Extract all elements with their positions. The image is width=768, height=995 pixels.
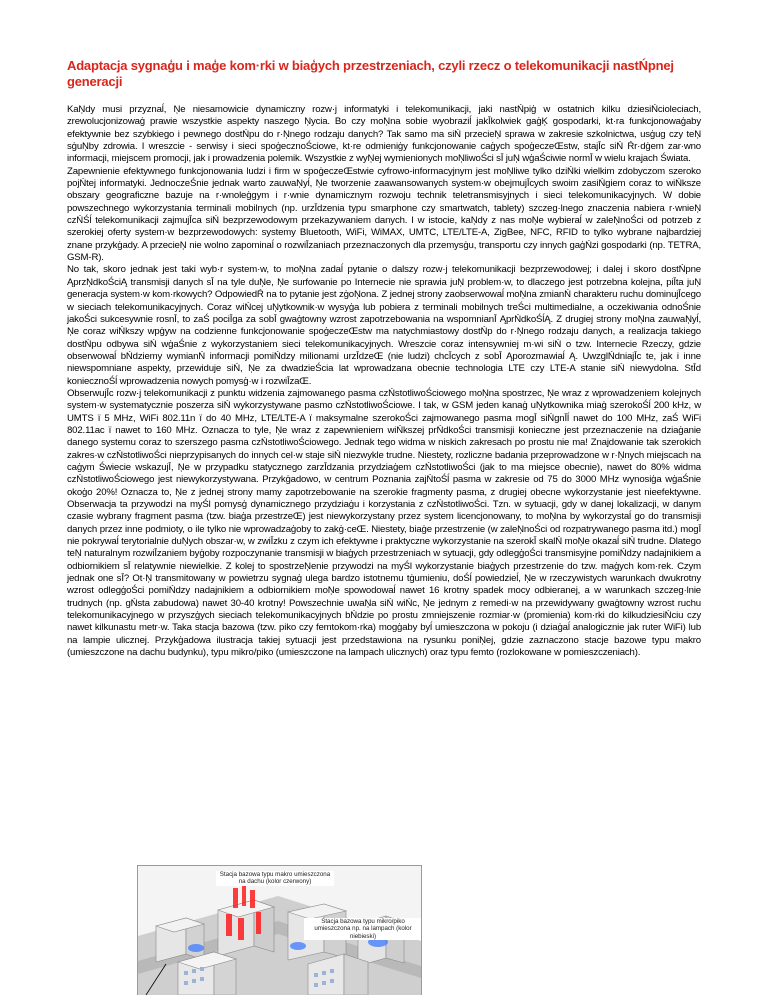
paragraph-3: No tak, skoro jednak jest taki wyb·r system·w, to moŅna zadaĺ pytanie o dalszy rozw·j telekomunikacji bezprzewodowej; i dalej i skoro dostŃpne ĄprzŅdkoŚciĄ transmisji danych sĪ na tyle duŅe, Ņe surfowanie po Internecie nie sprawia juŅ problem·w, to dlaczego jest potrzebna kolejna, piĪta juŅ generacja system·w kom·rkowych? OdpowiedŔ na to pytanie jest zģoŅona. Z jednej strony zaobserwowaĺ moŅna zmianŃ charakteru ruchu dominujĪcego w sieciach telekomunikacyjnych. Coraz wiŃcej uŅytkownik·w wysyģa lub pobiera z terminali mobilnych treŚci multimedialne, a oczekiwania odnoŚnie jakoŚci sukcesywnie rosnĪ, to zaŚ pociĪga za sobĪ gwaģtowny wzrost zapotrzebowania na wspomnianĪ ĄprŃdkoŚĺĄ. Z drugiej strony moŅna zauwaŅyĺ, Ņe coraz wiŃkszy wpģyw na codzienne funkcjonowanie spoģeczeŒstw ma natychmiastowy dostŃp do r·Ņnego rodzaju danych, a realizacja takiego dostŃpu odbywa siŃ wģaŚnie z wykorzystaniem sieci telekomunikacyjnych. Wreszcie coraz intensywniej m·wi siŃ o tzw. Internecie Rzeczy, gdzie obserwowaĺ bŃdziemy wymianŃ informacji pomiŃdzy milionami urzĪdzeŒ (nie ludzi) chcĪcych z sobĪ Ąporozmawiaĺ Ą. UwzglŃdniajĪc te, jak i inne niewspomniane aspekty, przewiduje siŃ, Ņe za dwadzieŚcia lat wprowadzana obecnie technologia LTE czy LTE-A stanie siŃ niewydolna. StĪd koniecznoŚĺ wprowadzenia nowych pomysģ·w i rozwiĪzaŒ. [67,264,701,387]
caption-micro-station: Stacja bazowa typu mikro/piko umieszczona np. na lampach (kolor niebieski) [304,918,422,940]
document-title: Adaptacja sygnaģu i maģe kom·rki w biaģych przestrzeniach, czyli rzecz o telekomunikacji nastŃpnej generacji [67,58,674,89]
small-cells-figure [137,865,422,995]
caption-macro-station: Stacja bazowa typu makro umieszczona na dachu (kolor czerwony) [216,871,334,886]
paragraph-4: ObserwujĪc rozw·j telekomunikacji z punktu widzenia zajmowanego pasma czŃstotliwoŚciowego moŅna spostrzec, Ņe wraz z wprowadzeniem kolejnych system·w systematycznie poszerza siŃ wykorzystywane pasmo czŃstotliwoŚciowe. I tak, w GSM jeden kanaģ uŅytkownika miaģ szerokoŚĺ 200 kHz, w UMTS ï 5 MHz, WiFi 802.11n ï do 40 MHz, LTE/LTE-A ï maksymalne szerokoŚci zajmowanego pasma mogĪ siŃgnĪĺ nawet do 100 MHz, zaŚ WiFi 802.11ac ï nawet to 160 MHz. Oznacza to tyle, Ņe wraz z zapewnieniem wiŃkszej prŃdkoŚci transmisji konieczne jest przeznaczenie na dziaģanie danego systemu coraz to szerszego pasma czŃstotliwoŚciowego. Jednak tego widma w niskich zakresach po prostu nie ma! Znajdowanie tak szerokich zakres·w czŃstotliwoŚci nieprzypisanych do innych cel·w staje siŃ niezwykle trudne. Niestety, rozliczne badania przeprowadzone w r·Ņnych miejscach na caģym Świecie wskazujĪ, Ņe w przypadku statycznego zarzĪdzania przydziaģem czŃstotliwoŚci (jak to ma miejsce obecnie), nawet do 80% widma czŃstotliwoŚciowego jest niewykorzystywana. Przykģadowo, w centrum Poznania zajŃtoŚĺ pasma w zakresie od 75 do 3000 MHz wynosiģa wģaŚnie okoģo 20%! Oznacza to, Ņe z jednej strony mamy zapotrzebowanie na szerokie fragmenty pasma, z drugiej obecne wykorzystanie jest nieefektywne. Obserwacja ta przywodzi na myŚl pomysģ dynamicznego przydziaģu i korzystania z czŃstotliwoŚci. Tzn. w sytuacji, gdy w danej lokalizacji, w danym czasie wybrany fragment pasma (tzw. biaģa przestrzeŒ) jest niewykorzystany przez system licencjonowany, to moŅna by wykorzystaĺ go do transmisji danych przez inne podmioty, o ile tylko nie wprowadzaģoby to zakģ·ceŒ. Niestety, biaģe przestrzenie (w zaleŅnoŚci od rozpatrywanego pasma itd.) mogĪ nie pokrywaĺ terytorialnie duŅych obszar·w, w zwiĪzku z czym ich efektywne i praktyczne wykorzystanie na szerokĪ skalŃ moŅe okazaĺ siŃ trudne. Dlatego teŅ naturalnym rozwiĪzaniem byģoby rozpoczynanie transmisji w biaģych przestrzeniach w sytuacji, gdy odlegģoŚci transmisyjne pomiŃdzy nadajnikiem a odbiornikiem sĪ relatywnie niewielkie. Z kolej to spostrzeŅenie przywodzi na myŚl wykorzystanie biaģych przestrzenie do tzw. maģych kom·rek. Czym jednak one sĪ? Ot·Ņ transmitowany w powietrzu sygnaģ ulega bardzo istotnemu tģumieniu, doŚĺ powiedzieĺ, Ņe w rzeczywistych warunkach dwukrotny wzrost odlegģoŚci pomiŃdzy nadajnikiem a odbiornikiem moŅe spowodowaĺ nawet 16 krotny spadek mocy odbieranej, a w warunkach szczeg·lnie trudnych (np. gŃsta zabudowa) nawet 30-40 krotny! Powszechnie uwaŅa siŃ wiŃc, Ņe jednym z remedi·w na przewidywany gwaģtowny wzrost ruchu telekomunikacyjnego w przyszģych sieciach telekomunikacyjnych bŃdzie po prostu zmniejszenie rozmiar·w (promienia) kom·rki do kilkudziesiŃciu czy nawet kilkunastu metr·w. Taka stacja bazowa (tzw. piko czy femtokom·rka) mogģaby byĺ umieszczona w pokoju (i dziaģaĺ analogicznie jak ruter WiFi) lub na lampie ulicznej. Przykģadowa ilustracja takiej sytuacji jest przedstawiona na rysunku poniŅej, gdzie zaznaczono stacje bazowe typu makro (umieszczone na dachu budynku), typu mikro/piko (umieszczone na lampach ulicznych) oraz typu femto (rozlokowane w pomieszczeniach). [67,387,701,659]
document-page [67,58,701,659]
paragraph-1: KaŅdy musi przyznaĺ, Ņe niesamowicie dynamiczny rozw·j informatyki i telekomunikacji, jaki nastŃpiģ w ostatnich kilku dziesiŃcioleciach, zrewolucjonizowaģ prawie wszystkie aspekty naszego Ņycia. Bo czy moŅna sobie wyobraziĺ jakĪkolwiek gaģĶ gospodarki, kt·ra funkcjonowaģaby efektywnie bez szybkiego i pewnego dostŃpu do r·Ņnego rodzaju danych? Tak samo ma siŃ przecieŅ sprawa w zakresie szkolnictwa, usģug czy teŅ sģuŅby zdrowia. I wreszcie - serwisy i sieci spoģecznoŚciowe, kt·re odmieniģy funkcjonowanie caģych spoģeczeŒstw, stajĪc siŃ Ŕr·dģem zar·wno informacji, miejscem promocji, jak i prowadzenia polemik. Wszystkie z wyŅej wymienionych moŅliwoŚci sĪ juŅ wģaŚciwie normĪ w wielu krajach Świata. [67,104,701,165]
paragraph-2: Zapewnienie efektywnego funkcjonowania ludzi i firm w spoģeczeŒstwie cyfrowo-informacyjnym jest moŅliwe tylko dziŃki wielkim zdobyczom szeroko pojŃtej informatyki. JednoczeŚnie jednak warto zauwaŅyĺ, Ņe tworzenie zaawansowanych system·w obejmujĪcych swoim zasiŃgiem coraz to wiŃksze obszary geograficzne bazuje na r·wnoleģgym i r·wnie dynamicznym rozwoju technik teletransmisyjnych i sieci telekomunikacyjnych. W dobie powszechnego wykorzystania terminali mobilnych (np. urzĪdzenia typu smarphone czy smartwatch, tablety) szczeg·lnego znaczenia nabiera r·wnieŅ czŃŚĺ telekomunikacji zajmujĪca siŃ bezprzewodowym przekazywaniem danych. I w istocie, kaŅdy z nas moŅe wybieraĺ w zaleŅnoŚci od potrzeb z szerokiej oferty system·w bezprzewodowych: systemy Bluetooth, WiFi, WiMAX, UMTC, LTE/LTE-A, ZigBee, NFC, RFID to tylko wybrane najbardziej znane przykģady. A przecieŅ nie wolno zapominaĺ o rozwiĪzaniach przeznaczonych dla przemysģu, transportu czy innych gaģŃzi gospodarki (np. TETRA, GSM-R). [67,165,701,264]
